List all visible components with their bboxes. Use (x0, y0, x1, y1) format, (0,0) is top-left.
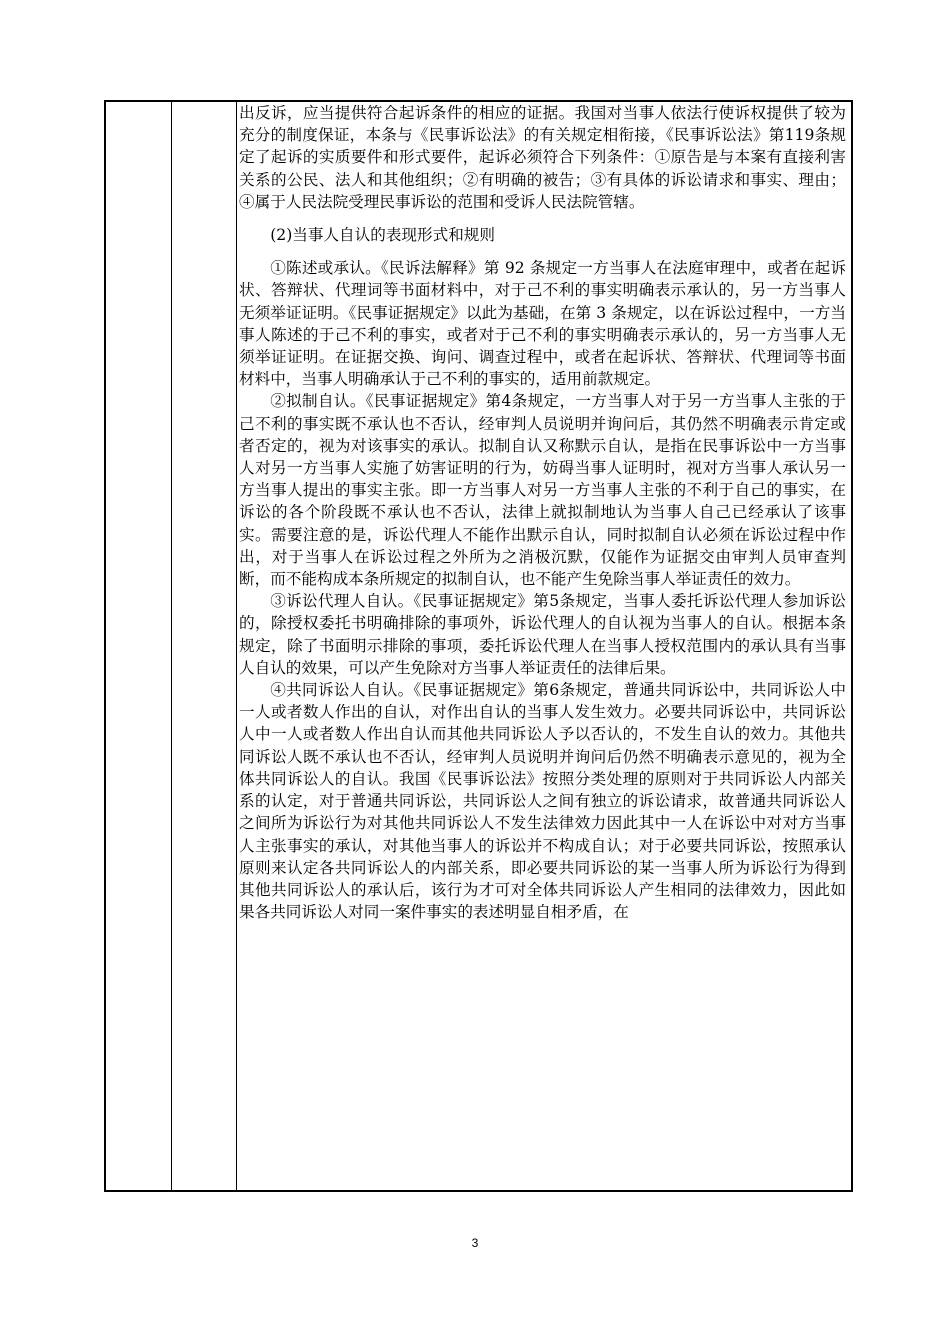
column-divider-2 (236, 102, 237, 1190)
paragraph-constructive-admission: ②拟制自认。《民事证据规定》第4条规定，一方当事人对于另一方当事人主张的于己不利的事实既不承认也不否认，经审判人员说明并询问后，其仍然不明确表示肯定或者否定的，视为对该事实的承认。拟制自认又称默示自认，是指在民事诉讼中一方当事人对另一方当事人实施了妨害证明的行为，妨碍当事人证明时，视对方当事人承认另一方当事人提出的事实主张。即一方当事人对另一方当事人主张的不利于自己的事实，在诉讼的各个阶段既不承认也不否认，法律上就拟制地认为当事人自己已经承认了该事实。需要注意的是，诉讼代理人不能作出默示自认，同时拟制自认必须在诉讼过程中作出，对于当事人在诉讼过程之外所为之消极沉默，仅能作为证据交由审判人员审查判断，而不能构成本条所规定的拟制自认，也不能产生免除当事人举证责任的效力。 (239, 392, 846, 589)
page-number: 3 (471, 1236, 479, 1250)
section-heading: (2)当事人自认的表现形式和规则 (270, 226, 495, 245)
paragraph-agent-admission: ③诉讼代理人自认。《民事证据规定》第5条规定，当事人委托诉讼代理人参加诉讼的，除授权委托书明确排除的事项外，诉讼代理人的自认视为当事人的自认。根据本条规定，除了书面明示排除的事项，委托诉讼代理人在当事人授权范围内的承认具有当事人自认的效果，可以产生免除对方当事人举证责任的法律后果。 (239, 592, 846, 677)
paragraph-continuation: 出反诉，应当提供符合起诉条件的相应的证据。我国对当事人依法行使诉权提供了较为充分的制度保证，本条与《民事诉讼法》的有关规定相衔接，《民事诉讼法》第119条规定了起诉的实质要件和形式要件，起诉必须符合下列条件：①原告是与本案有直接利害关系的公民、法人和其他组织；②有明确的被告；③有具体的诉讼请求和事实、理由；④属于人民法院受理民事诉讼的范围和受诉人民法院管辖。 (239, 104, 846, 211)
table-content-cell (239, 102, 846, 923)
document-table (104, 100, 853, 1192)
column-divider-1 (171, 102, 172, 1190)
paragraph-co-litigant-admission: ④共同诉讼人自认。《民事证据规定》第6条规定，普通共同诉讼中，共同诉讼人中一人或者数人作出的自认，对作出自认的当事人发生效力。必要共同诉讼中，共同诉讼人中一人或者数人作出自认而其他共同诉讼人予以否认的，不发生自认的效力。其他共同诉讼人既不承认也不否认，经审判人员说明并询问后仍然不明确表示意见的，视为全体共同诉讼人的自认。我国《民事诉讼法》按照分类处理的原则对于共同诉讼人内部关系的认定，对于普通共同诉讼，共同诉讼人之间有独立的诉讼请求，故普通共同诉讼人之间所为诉讼行为对其他共同诉讼人不发生法律效力因此其中一人在诉讼中对对方当事人主张事实的承认，对其他当事人的诉讼并不构成自认；对于必要共同诉讼，按照承认原则来认定各共同诉讼人的内部关系，即必要共同诉讼的某一当事人所为诉讼行为得到其他共同诉讼人的承认后，该行为才可对全体共同诉讼人产生相同的法律效力，因此如果各共同诉讼人对同一案件事实的表述明显自相矛盾，在 (239, 681, 846, 922)
paragraph-statement-admission: ①陈述或承认。《民诉法解释》第 92 条规定一方当事人在法庭审理中，或者在起诉状、答辩状、代理词等书面材料中，对于己不利的事实明确表示承认的，另一方当事人无须举证证明。《民事证据规定》以此为基础，在第 3 条规定，以在诉讼过程中，一方当事人陈述的于己不利的事实，或者对于己不利的事实明确表示承认的，另一方当事人无须举证证明。在证据交换、询问、调查过程中，或者在起诉状、答辩状、代理词等书面材料中，当事人明确承认于己不利的事实的，适用前款规定。 (239, 259, 846, 389)
